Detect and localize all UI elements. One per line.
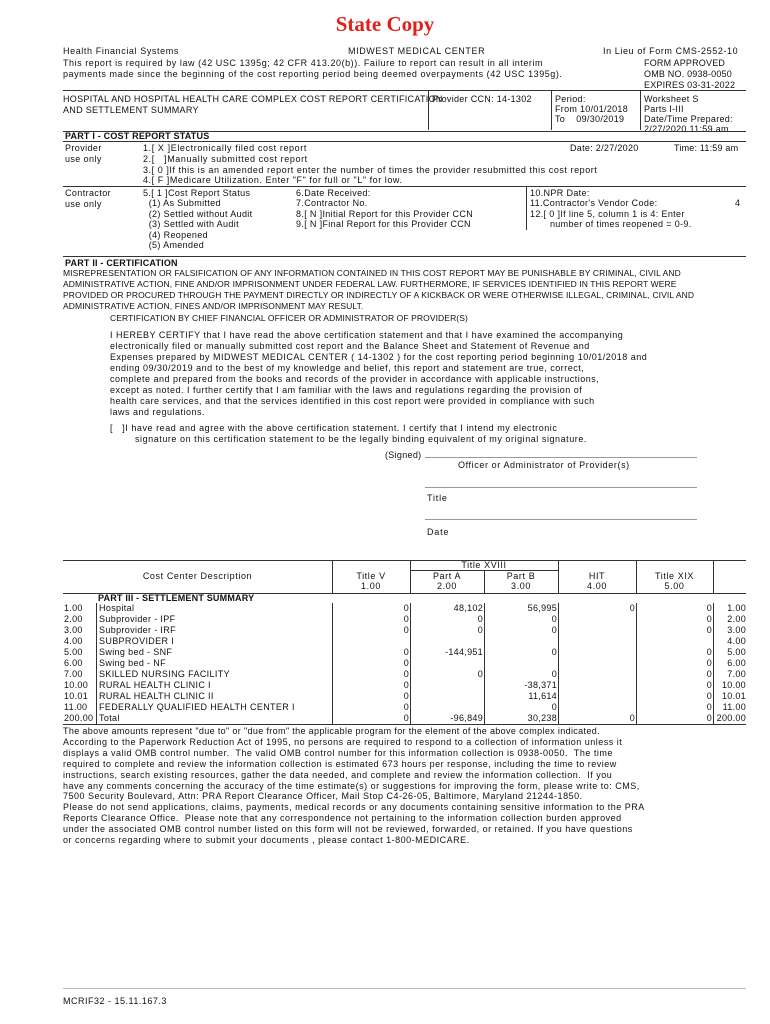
part2-heading: PART II - CERTIFICATION [65,258,178,268]
header-left: Health Financial Systems [63,46,179,56]
right-line-4: number of times reopened = 0-9. [530,219,692,229]
cert-body-7: health care services, and that the services identified in this cost report were provided in compliance with such [110,396,595,406]
row-value-col3: 0 [551,702,557,712]
mid-line-1: 6.Date Received: [296,188,371,198]
warning-line-1: MISREPRESENTATION OR FALSIFICATION OF ANY INFORMATION CONTAINED IN THIS COST REPORT MAY BE PUNISHABLE BY CRIMINAL, CIVIL AND [63,268,681,278]
contractor-use-1: Contractor [65,188,112,198]
part1-item-4: 4.[ F ]Medicare Utilization. Enter "F" for full or "L" for low. [143,175,403,185]
cert-body-1: I HEREBY CERTIFY that I have read the above certification statement and that I have examined the accompanying [110,330,624,340]
footer-note-line: 7500 Security Boulevard, Attn: PRA Report Clearance Officer, Mail Stop C4-26-05, Baltimore, Maryland 21244-1850. [63,791,583,802]
footer-note-line: Please do not send applications, claims, payments, medical records or any documents containing sensitive information to the PRA [63,802,645,813]
part3-heading: PART III - SETTLEMENT SUMMARY [98,593,255,603]
row-value-col3: 0 [551,625,557,635]
right-line-1: 10.NPR Date: [530,188,590,198]
footer-note-line: The above amounts represent "due to" or "due from" the applicable program for the element of the above complex indicated. [63,726,600,736]
row-value-col5: 0 [706,603,712,613]
rule-part2-top [63,256,746,257]
row-line-number: 11.00 [64,702,88,712]
row-value-col5: 0 [706,713,712,723]
part1-item-1: 1.[ X ]Electronically filed cost report [143,143,307,153]
provider-use-2: use only [65,154,102,164]
row-line-number: 10.00 [64,680,89,690]
row-description: Swing bed - NF [99,658,166,668]
state-copy-banner: State Copy [335,12,435,36]
part1-item-2: 2.[ ]Manually submitted cost report [143,154,308,164]
footer-note-line: under the associated OMB control number listed on this form will not be reviewed, forwarded, or retained. If you have questions [63,824,633,835]
footer-note-line: instructions, search existing resources, gather the data needed, and complete and review the information collection. If you [63,769,613,780]
footer-note-line: According to the Paperwork Reduction Act of 1995, no persons are required to respond to a collection of information unless it [63,736,623,747]
footer-note-line: or concerns regarding where to submit your documents , please contact 1-800-MEDICARE. [63,835,470,845]
row-value-col2: 48,102 [453,603,483,613]
footer-note-line: required to complete and review the information collection is estimated 673 hours per response, including the time to review [63,758,617,769]
row-value-col5: 0 [706,702,712,712]
table-body-v-desc [332,603,333,724]
contractor-use-2: use only [65,199,102,209]
row-description: RURAL HEALTH CLINIC I [99,680,211,690]
col-title-xix-num: 5.00 [664,581,685,591]
cert-body-5: complete and prepared from the books and records of the provider in accordance with applicable instructions, [110,374,600,384]
row-line-number-right: 200.00 [716,713,746,723]
row-value-col1: 0 [403,658,409,668]
warning-line-2: ADMINISTRATIVE ACTION, FINE AND/OR IMPRISONMENT UNDER FEDERAL LAW. FURTHERMORE, IF SERVICES IDENTIFIED IN THIS REPORT WERE [63,279,677,289]
cert-title-2: AND SETTLEMENT SUMMARY [63,105,199,115]
row-line-number: 2.00 [64,614,83,624]
row-value-col3: 11,614 [528,691,557,701]
date-prepared-label: Date/Time Prepared: [644,114,733,124]
row-description: SUBPROVIDER I [99,636,175,646]
part1-date: Date: 2/27/2020 [570,143,639,153]
worksheet-label: Worksheet S [644,94,699,104]
col-part-a: Part A [432,571,462,581]
rule-part1-heading [63,141,746,142]
row-value-col3: -38,371 [524,680,557,690]
table-body-v-4 [636,603,637,724]
row-value-col5: 0 [706,614,712,624]
row-line-number-right: 6.00 [727,658,746,668]
warning-line-4: ADMINISTRATIVE ACTION, FINES AND/OR IMPRISONMENT MAY RESULT. [63,301,364,311]
row-value-col5: 0 [706,647,712,657]
parts-label: Parts I-III [644,104,684,114]
row-description: Swing bed - SNF [99,647,173,657]
row-line-number: 10.01 [64,691,89,701]
cert-body-8: laws and regulations. [110,407,206,417]
mid-line-4: 9.[ N ]Final Report for this Provider CCN [296,219,471,229]
row-line-number-right: 2.00 [727,614,746,624]
mid-line-2: 7.Contractor No. [296,198,368,208]
header-payments-line: payments made since the beginning of the cost reporting period being deemed overpayments (42 USC 1395g). [63,69,563,79]
cert-divider-3 [640,90,641,130]
cert-divider-2 [551,90,552,130]
row-line-number-right: 7.00 [727,669,746,679]
table-body-v-2 [484,603,485,724]
row-value-col2: -144,951 [445,647,483,657]
row-description: Total [99,713,120,723]
row-value-col1: 0 [403,625,409,635]
row-value-col5: 0 [706,658,712,668]
row-description: FEDERALLY QUALIFIED HEALTH CENTER I [99,702,295,712]
row-line-number: 200.00 [64,713,94,723]
omb-expires: EXPIRES 03-31-2022 [644,80,736,90]
date-prepared-value: 2/27/2020 11:59 am [644,124,729,134]
row-line-number-right: 5.00 [727,647,746,657]
warning-line-3: PROVIDED OR PROCURED THROUGH THE PAYMENT DIRECTLY OR INDIRECTLY OF A KICKBACK OR WERE OTHERWISE ILLEGAL, CRIMINAL, CIVIL AND [63,290,695,300]
col-desc-header: Cost Center Description [142,571,253,581]
row-value-col5: 0 [706,669,712,679]
row-line-number-right: 4.00 [727,636,746,646]
row-value-col5: 0 [706,691,712,701]
right-line-3: 12.[ 0 ]If line 5, column 1 is 4: Enter [530,209,685,219]
row-value-col4: 0 [629,713,635,723]
row-line-number: 7.00 [64,669,83,679]
row-value-col1: 0 [403,691,409,701]
row-value-col2: 0 [477,625,483,635]
row-value-col3: 30,238 [527,713,557,723]
row-description: Subprovider - IRF [99,625,176,635]
row-value-col1: 0 [403,614,409,624]
row-line-number: 5.00 [64,647,83,657]
provider-ccn: Provider CCN: 14-1302 [432,94,532,104]
row-value-col1: 0 [403,603,409,613]
title-label: Title [427,493,448,503]
row-description: SKILLED NURSING FACILITY [99,669,230,679]
col-part-b: Part B [506,571,536,581]
date-line[interactable] [425,519,697,520]
form-approved: FORM APPROVED [644,58,726,68]
title-xviii-header: Title XVIII [461,560,507,570]
cert-title-1: HOSPITAL AND HOSPITAL HEALTH CARE COMPLEX COST REPORT CERTIFICATION [63,94,443,104]
period-from: From 10/01/2018 [555,104,629,114]
table-bottom-rule [63,724,746,725]
cert-divider-1 [428,90,429,130]
col-part-a-num: 2.00 [437,581,457,591]
contractor-divider [526,186,527,230]
row-line-number-right: 11.00 [722,702,746,712]
status-line-3: (2) Settled without Audit [143,209,253,219]
right-line-2: 11.Contractor's Vendor Code: [530,198,658,208]
row-value-col1: 0 [403,647,409,657]
row-value-col3: 0 [551,669,557,679]
footer-note-line: have any comments concerning the accuracy of the time estimate(s) or suggestions for improving the form, please write to: CMS, [63,780,640,791]
agree-line-2: signature on this certification statement to be the legally binding equivalent of my original signature. [135,434,587,444]
page-footer: MCRIF32 - 15.11.167.3 [63,996,167,1006]
col-hit-num: 4.00 [587,581,607,591]
row-description: RURAL HEALTH CLINIC II [99,691,214,701]
row-line-number-right: 1.00 [727,603,746,613]
col-hit: HIT [588,571,606,581]
cert-body-2: electronically filed or manually submitted cost report and the Balance Sheet and Statement of Revenue and [110,341,590,351]
mid-line-3: 8.[ N ]Initial Report for this Provider CCN [296,209,474,219]
col-part-b-num: 3.00 [511,581,531,591]
table-body-v-3 [558,603,559,724]
table-v-5 [713,560,714,593]
omb-number: OMB NO. 0938-0050 [644,69,732,79]
signature-line[interactable] [425,457,697,458]
row-value-col2: 0 [477,614,483,624]
row-value-col1: 0 [403,669,409,679]
row-value-col3: 0 [551,614,557,624]
period-label: Period: [555,94,586,104]
row-line-number-right: 3.00 [727,625,746,635]
col-title-v: Title V [356,571,386,581]
col-title-v-num: 1.00 [361,581,381,591]
row-description: Hospital [99,603,135,613]
row-value-col1: 0 [403,702,409,712]
row-value-col3: 0 [551,647,557,657]
table-body-v-line [96,603,97,724]
status-line-6: (5) Amended [143,240,205,250]
rule-top [63,90,746,91]
row-value-col1: 0 [403,713,409,723]
row-value-col4: 0 [629,603,635,613]
status-line-4: (3) Settled with Audit [143,219,239,229]
header-center: MIDWEST MEDICAL CENTER [348,46,486,56]
status-line-2: (1) As Submitted [143,198,221,208]
row-value-col3: 56,995 [527,603,557,613]
status-line-5: (4) Reopened [143,230,208,240]
status-line-1: 5.[ 1 ]Cost Report Status [143,188,251,198]
cert-body-3: Expenses prepared by MIDWEST MEDICAL CENTER ( 14-1302 ) for the cost reporting period beginning 10/01/2018 and [110,352,648,362]
row-value-col2: 0 [477,669,483,679]
row-value-col5: 0 [706,625,712,635]
table-top-rule [63,560,746,561]
signed-label: (Signed) [385,450,422,460]
period-to: To 09/30/2019 [555,114,625,124]
row-value-col5: 0 [706,680,712,690]
row-line-number-right: 10.01 [721,691,746,701]
row-description: Subprovider - IPF [99,614,176,624]
officer-label: Officer or Administrator of Provider(s) [458,460,630,470]
part1-time: Time: 11:59 am [674,143,739,153]
row-line-number: 1.00 [64,603,83,613]
part1-item-3: 3.[ 0 ]If this is an amended report enter the number of times the provider resubmitted this cost report [143,165,598,175]
row-value-col2: -96,849 [450,713,483,723]
header-right: In Lieu of Form CMS-2552-10 [603,46,739,56]
row-line-number: 3.00 [64,625,83,635]
footer-note-line: Reports Clearance Office. Please note that any correspondence not pertaining to the information collection burden approved [63,813,622,824]
provider-use-1: Provider [65,143,102,153]
row-value-col1: 0 [403,680,409,690]
date-label: Date [427,527,450,537]
cert-statement-title: CERTIFICATION BY CHIEF FINANCIAL OFFICER OR ADMINISTRATOR OF PROVIDER(S) [110,313,468,323]
row-line-number-right: 10.00 [721,680,746,690]
cert-body-6: except as noted. I further certify that I am familiar with the laws and regulations regarding the provision of [110,385,583,395]
footer-note-line: displays a valid OMB control number. The valid OMB control number for this information collection is 0938-0050. The time [63,747,613,758]
agree-checkbox-line[interactable]: [ ]I have read and agree with the above certification statement. I certify that I intend my electronic [110,423,558,433]
row-line-number: 6.00 [64,658,83,668]
row-line-number: 4.00 [64,636,83,646]
rule-contractor-top [63,186,746,187]
header-law-line: This report is required by law (42 USC 1395g; 42 CFR 413.20(b)). Failure to report can result in all interim [63,58,544,68]
page-bottom-rule [63,988,746,989]
cert-body-4: ending 09/30/2019 and to the best of my knowledge and belief, this report and statement are true, correct, [110,363,585,373]
vendor-code: 4 [735,198,741,208]
col-title-xix: Title XIX [654,571,695,581]
title-line[interactable] [425,487,697,488]
part1-heading: PART I - COST REPORT STATUS [65,131,210,141]
table-body-v-1 [410,603,411,724]
